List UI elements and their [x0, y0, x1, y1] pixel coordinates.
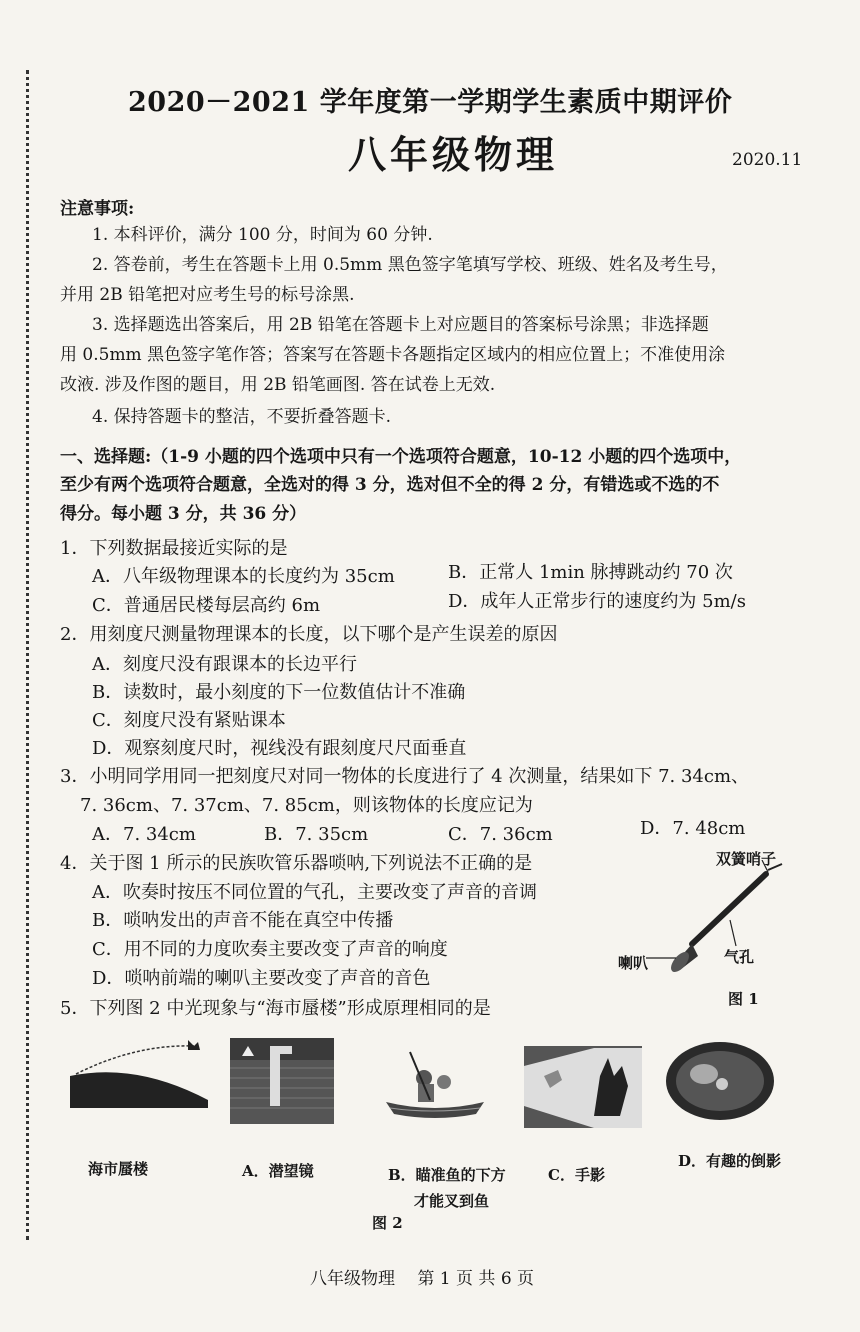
- q3-stem-line1: 3．小明同学用同一把刻度尺对同一物体的长度进行了 4 次测量，结果如下 7. 34cm、: [60, 766, 750, 787]
- q1-option-a: A．八年级物理课本的长度约为 35cm: [92, 566, 395, 587]
- fish-spearing-image: [380, 1044, 490, 1124]
- fig2-caption-b1: B．瞄准鱼的下方: [388, 1166, 506, 1184]
- fig2-caption: 图 2: [372, 1214, 403, 1232]
- q1-option-b: B．正常人 1min 脉搏跳动约 70 次: [448, 562, 733, 583]
- section1-line2: 至少有两个选项符合题意，全选对的得 3 分，选对但不全的得 2 分，有错选或不选的不: [60, 475, 720, 495]
- section1-line1: 一、选择题:（1-9 小题的四个选项中只有一个选项符合题意，10-12 小题的四个选项中，: [60, 447, 742, 467]
- q3-option-c: C．7. 36cm: [448, 824, 553, 845]
- fig2-caption-c: C．手影: [548, 1166, 605, 1184]
- q1-stem: 1．下列数据最接近实际的是: [60, 538, 288, 559]
- q2-option-b: B．读数时，最小刻度的下一位数值估计不准确: [92, 682, 466, 703]
- notes-heading: 注意事项:: [60, 199, 135, 219]
- q3-option-b: B．7. 35cm: [264, 824, 369, 845]
- note-3b: 用 0.5mm 黑色签字笔作答；答案写在答题卡各题指定区域内的相应位置上；不准使用涂: [60, 345, 726, 365]
- suona-figure: [640, 860, 790, 980]
- q1-option-c: C．普通居民楼每层高约 6m: [92, 595, 321, 616]
- note-2b: 并用 2B 铅笔把对应考生号的标号涂黑.: [60, 285, 355, 305]
- exam-subtitle: 八年级物理: [348, 132, 559, 177]
- note-1: 1. 本科评价，满分 100 分，时间为 60 分钟.: [92, 225, 433, 245]
- mirage-image: [66, 1036, 216, 1116]
- q2-stem: 2．用刻度尺测量物理课本的长度，以下哪个是产生误差的原因: [60, 624, 558, 645]
- section1-line3: 得分。每小题 3 分，共 36 分）: [60, 504, 307, 524]
- q4-option-b: B．唢呐发出的声音不能在真空中传播: [92, 910, 394, 931]
- periscope-image: [230, 1038, 334, 1124]
- binding-dotted-line: [26, 70, 29, 1240]
- fig1-label-reed: 双簧哨子: [716, 850, 777, 868]
- q3-stem-line2: 7. 36cm、7. 37cm、7. 85cm，则该物体的长度应记为: [80, 795, 533, 816]
- exam-date: 2020.11: [732, 150, 803, 170]
- fig2-caption-b2: 才能叉到鱼: [414, 1192, 490, 1210]
- fig2-caption-a: A．潜望镜: [242, 1162, 314, 1180]
- note-2a: 2. 答卷前，考生在答题卡上用 0.5mm 黑色签字笔填写学校、班级、姓名及考生号，: [92, 255, 728, 275]
- q3-option-d: D．7. 48cm: [640, 818, 746, 839]
- q5-stem: 5．下列图 2 中光现象与“海市蜃楼”形成原理相同的是: [60, 998, 491, 1019]
- q3-option-a: A．7. 34cm: [92, 824, 196, 845]
- q4-option-a: A．吹奏时按压不同位置的气孔，主要改变了声音的音调: [92, 882, 537, 903]
- note-4: 4. 保持答题卡的整洁，不要折叠答题卡.: [92, 407, 392, 427]
- note-3c: 改液. 涉及作图的题目，用 2B 铅笔画图. 答在试卷上无效.: [60, 375, 496, 395]
- page-footer: 八年级物理 第 1 页 共 6 页: [310, 1269, 535, 1289]
- q1-option-d: D．成年人正常步行的速度约为 5m/s: [448, 591, 746, 612]
- fig1-label-horn: 喇叭: [618, 954, 649, 972]
- fig1-caption: 图 1: [728, 990, 759, 1008]
- hand-shadow-image: [524, 1046, 642, 1128]
- reflection-image: [664, 1040, 776, 1122]
- q4-stem: 4．关于图 1 所示的民族吹管乐器唢呐,下列说法不正确的是: [60, 853, 533, 874]
- q4-option-c: C．用不同的力度吹奏主要改变了声音的响度: [92, 939, 448, 960]
- q4-option-d: D．唢呐前端的喇叭主要改变了声音的音色: [92, 968, 431, 989]
- note-3a: 3. 选择题选出答案后，用 2B 铅笔在答题卡上对应题目的答案标号涂黑；非选择题: [92, 315, 709, 335]
- q2-option-d: D．观察刻度尺时，视线没有跟刻度尺尺面垂直: [92, 738, 467, 759]
- exam-title: 2020－2021 学年度第一学期学生素质中期评价: [128, 87, 733, 118]
- fig2-caption-d: D．有趣的倒影: [678, 1152, 782, 1170]
- fig2-caption-mirage: 海市蜃楼: [88, 1160, 149, 1178]
- fig1-label-hole: 气孔: [724, 948, 755, 966]
- q2-option-a: A．刻度尺没有跟课本的长边平行: [92, 654, 357, 675]
- q2-option-c: C．刻度尺没有紧贴课本: [92, 710, 286, 731]
